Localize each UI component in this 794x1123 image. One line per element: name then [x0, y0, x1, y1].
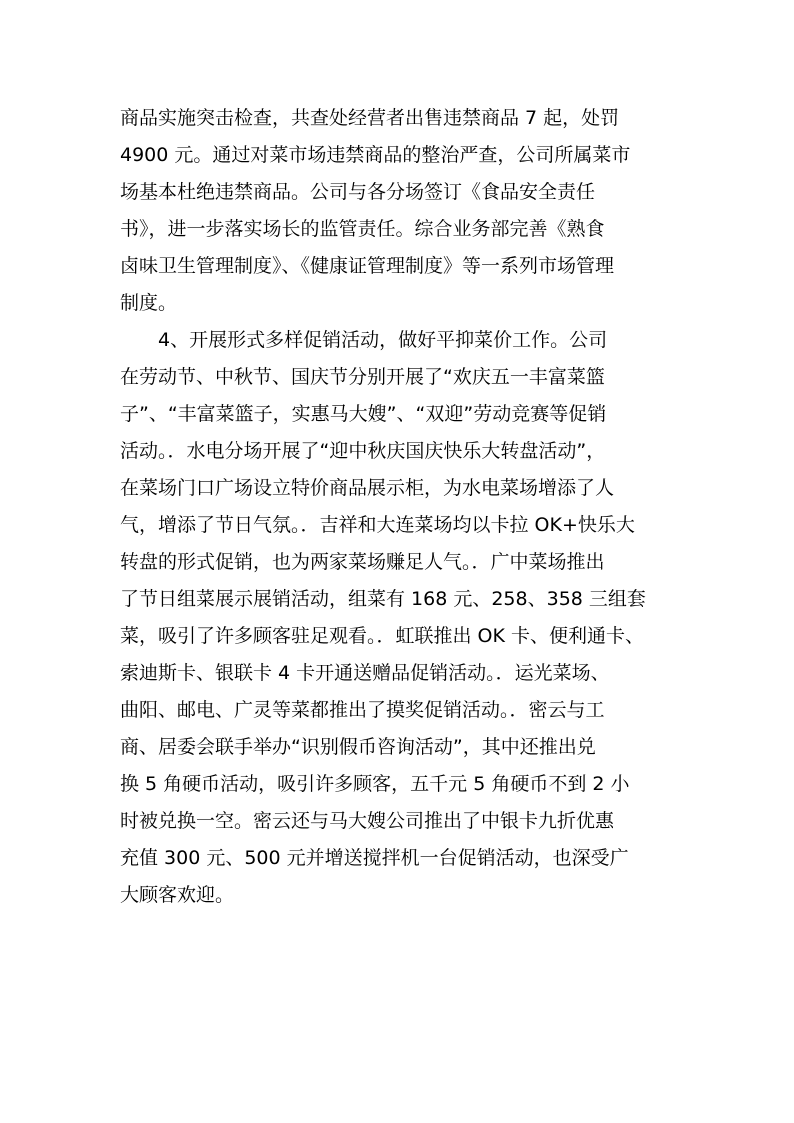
paragraph-promotions [120, 322, 680, 914]
text-line: 转盘的形式促销，也为两家菜场赚足人气。．广中菜场推出 [120, 551, 605, 573]
text-line: 大顾客欢迎。 [120, 884, 235, 906]
text-line: 卤味卫生管理制度》、《健康证管理制度》等一系列市场管理 [120, 255, 615, 277]
paragraph-regulations [120, 100, 680, 322]
text-line: 换 5 角硬币活动，吸引许多顾客，五千元 5 角硬币不到 2 小 [120, 773, 630, 795]
text-line: 制度。 [120, 292, 178, 314]
text-line: 时被兑换一空。密云还与马大嫂公司推出了中银卡九折优惠 [120, 810, 615, 832]
text-line: 商、居委会联手举办“识别假币咨询活动”，其中还推出兑 [120, 736, 596, 758]
text-line: 在菜场门口广场设立特价商品展示柜，为水电菜场增添了人 [120, 477, 615, 499]
text-line: 了节日组菜展示展销活动，组菜有 168 元、258、358 三组套 [120, 588, 646, 610]
text-line: 菜，吸引了许多顾客驻足观看。．虹联推出 OK 卡、便利通卡、 [120, 625, 644, 647]
text-line: 商品实施突击检查，共查处经营者出售违禁商品 7 起，处罚 [120, 107, 620, 129]
text-line: 索迪斯卡、银联卡 4 卡开通送赠品促销活动。．运光菜场、 [120, 662, 610, 684]
text-line: 气，增添了节日气氛。．吉祥和大连菜场均以卡拉 OK+快乐大 [120, 514, 635, 536]
text-line: 场基本杜绝违禁商品。公司与各分场签订《食品安全责任 [120, 181, 596, 203]
text-line: 曲阳、邮电、广灵等菜都推出了摸奖促销活动。．密云与工 [120, 699, 605, 721]
text-line: 在劳动节、中秋节、国庆节分别开展了“欢庆五一丰富菜篮 [120, 366, 605, 388]
text-line: 活动。．水电分场开展了“迎中秋庆国庆快乐大转盘活动”， [120, 440, 606, 462]
body-text [120, 100, 680, 914]
text-line: 书》，进一步落实场长的监管责任。综合业务部完善《熟食 [120, 218, 605, 240]
text-line: 4、开展形式多样促销活动，做好平抑菜价工作。公司 [158, 329, 608, 351]
text-line: 子”、“丰富菜篮子，实惠马大嫂”、“双迎”劳动竞赛等促销 [120, 403, 607, 425]
text-line: 4900 元。通过对菜市场违禁商品的整治严查，公司所属菜市 [120, 144, 631, 166]
text-line: 充值 300 元、500 元并增送搅拌机一台促销活动，也深受广 [120, 847, 629, 869]
